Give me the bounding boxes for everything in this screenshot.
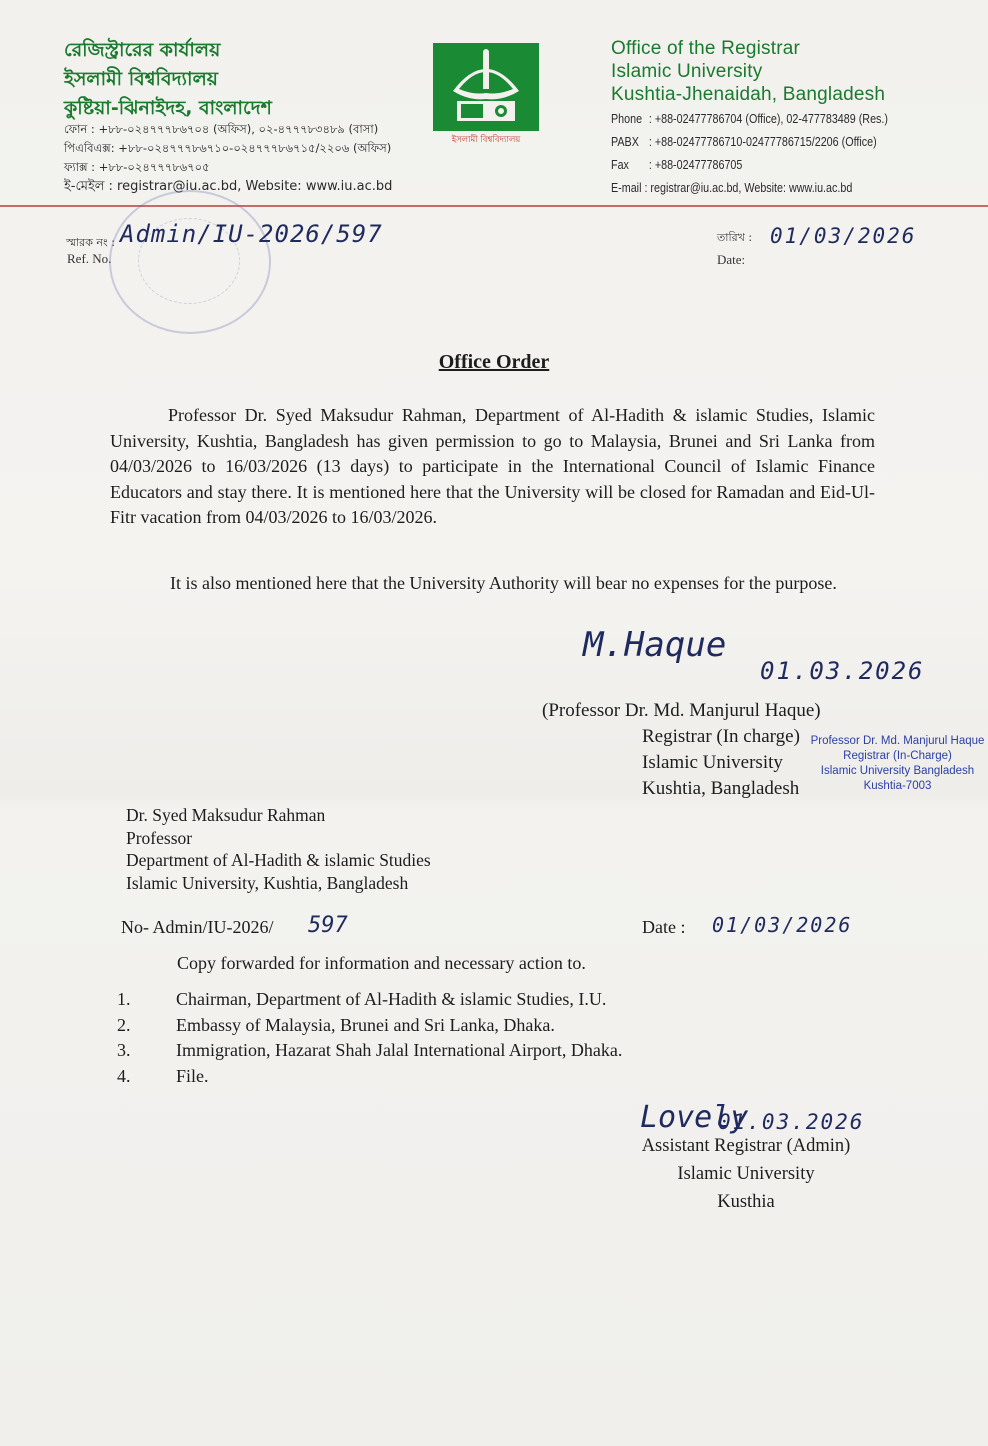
recipient-line: Professor bbox=[126, 827, 193, 848]
copy-ref-label: No- Admin/IU-2026/ bbox=[121, 917, 274, 937]
registrar-seal bbox=[810, 734, 985, 794]
en-fax: : +88-02477786705 bbox=[648, 158, 743, 172]
bn-location: কুষ্টিয়া-ঝিনাইদহ, বাংলাদেশ bbox=[64, 97, 272, 119]
en-pabx-label: PABX bbox=[611, 135, 639, 149]
seal-line: Professor Dr. Md. Manjurul Haque bbox=[810, 735, 985, 747]
registrar-org: Islamic University bbox=[642, 752, 783, 773]
en-contact-block bbox=[611, 108, 888, 200]
en-office-title: Office of the Registrar bbox=[611, 38, 801, 59]
letterhead-bangla bbox=[64, 36, 272, 123]
list-item bbox=[117, 987, 622, 1013]
copy-ref-number: 597 bbox=[308, 913, 348, 938]
recipient-line: Department of Al-Hadith & islamic Studies bbox=[126, 850, 431, 870]
list-text: Immigration, Hazarat Shah Jalal International Airport, Dhaka. bbox=[176, 1040, 623, 1060]
list-text: File. bbox=[176, 1065, 209, 1086]
en-phone-row bbox=[611, 108, 888, 131]
en-fax-label: Fax bbox=[611, 158, 629, 172]
assistant-org: Islamic University bbox=[677, 1164, 815, 1184]
recipient-line: Islamic University, Kushtia, Bangladesh bbox=[126, 872, 409, 893]
assistant-designation: Assistant Registrar (Admin) bbox=[641, 1136, 851, 1156]
document-title bbox=[0, 351, 988, 374]
bn-fax: ফ্যাক্স : +৮৮-০২৪৭৭৭৮৬৭০৫ bbox=[64, 160, 210, 174]
en-phone: : +88-02477786704 (Office), 02-477783489 (Res.) bbox=[648, 112, 889, 126]
en-fax-row bbox=[611, 154, 888, 177]
list-number: 2. bbox=[117, 1014, 131, 1035]
registrar-block bbox=[542, 698, 821, 802]
list-item bbox=[117, 1013, 622, 1039]
list-text: Embassy of Malaysia, Brunei and Sri Lanka, Dhaka. bbox=[176, 1014, 555, 1035]
ref-label-bn: স্মারক নং : bbox=[66, 236, 115, 249]
bn-office-title: রেজিস্ট্রারের কার্যালয় bbox=[64, 39, 221, 61]
recipient-address bbox=[126, 804, 431, 894]
assistant-signature: Lovely bbox=[640, 1100, 749, 1135]
bn-university-name: ইসলামী বিশ্ববিদ্যালয় bbox=[64, 68, 218, 90]
title-text: Office Order bbox=[438, 351, 550, 373]
registrar-name: (Professor Dr. Md. Manjurul Haque) bbox=[542, 700, 821, 721]
logo-caption: ইসলামী বিশ্ববিদ্যালয় bbox=[451, 135, 521, 145]
copy-date-value: 01/03/2026 bbox=[712, 913, 853, 937]
list-text: Chairman, Department of Al-Hadith & islamic Studies, I.U. bbox=[176, 989, 607, 1009]
list-number: 1. bbox=[117, 989, 131, 1009]
registrar-place: Kushtia, Bangladesh bbox=[642, 778, 800, 799]
seal-line: Registrar (In-Charge) bbox=[843, 750, 952, 762]
date-label-bn: তারিখ : bbox=[717, 231, 753, 244]
recipient-line: Dr. Syed Maksudur Rahman bbox=[126, 805, 326, 825]
university-logo bbox=[433, 43, 539, 131]
bn-pabx: পিএবিএক্স: +৮৮-০২৪৭৭৭৮৬৭১০-০২৪৭৭৭৮৬৭১৫/২২০৬ (অফিস) bbox=[64, 141, 392, 155]
copy-list bbox=[117, 987, 622, 1089]
registrar-signature: M.Haque bbox=[583, 625, 727, 665]
registrar-signature-date: 01.03.2026 bbox=[760, 657, 925, 685]
assistant-place: Kusthia bbox=[717, 1192, 775, 1212]
bn-contact-block bbox=[64, 120, 392, 196]
seal-line: Kushtia-7003 bbox=[863, 780, 932, 792]
en-university-name: Islamic University bbox=[611, 61, 763, 82]
copy-date-label: Date : bbox=[642, 917, 686, 937]
en-location: Kushtia-Jhenaidah, Bangladesh bbox=[611, 84, 886, 105]
assistant-signature-date: 01.03.2026 bbox=[718, 1110, 865, 1134]
bn-email: ই-মেইল : registrar@iu.ac.bd, Website: www.iu.ac.bd bbox=[64, 179, 393, 194]
list-item bbox=[117, 1064, 622, 1090]
date-label-en: Date: bbox=[717, 252, 746, 267]
seal-line: Islamic University Bangladesh bbox=[820, 765, 975, 777]
ref-label-en: Ref. No. bbox=[67, 251, 112, 266]
date-value: 01/03/2026 bbox=[770, 224, 917, 248]
logo-emblem-icon bbox=[433, 43, 539, 131]
body-paragraph-2: It is also mentioned here that the University Authority will bear no expenses for the purpose. bbox=[170, 573, 837, 593]
en-email: E-mail : registrar@iu.ac.bd, Website: www.iu.ac.bd bbox=[611, 181, 853, 195]
en-pabx-row bbox=[611, 131, 888, 154]
registrar-designation: Registrar (In charge) bbox=[642, 726, 800, 747]
bn-phone: ফোন : +৮৮-০২৪৭৭৭৮৬৭০৪ (অফিস), ০২-৪৭৭৭৮৩৪৮৯ (বাসা) bbox=[64, 122, 379, 136]
list-number: 4. bbox=[117, 1065, 131, 1086]
copy-intro: Copy forwarded for information and necessary action to. bbox=[177, 953, 586, 973]
assistant-block bbox=[620, 1132, 872, 1216]
body-paragraph-1: Professor Dr. Syed Maksudur Rahman, Department of Al-Hadith & islamic Studies, Islamic University, Kushtia, Bangladesh has given permission to go to Malaysia, Brunei and Sri Lanka from 04/03/2026 to 16/03/2026 (13 days) to participate in the International Council of Islamic Finance Educators and stay there. It is mentioned here that the University will be closed for Ramadan and Eid-Ul-Fitr vacation from 04/03/2026 to 16/03/2026. bbox=[110, 405, 875, 527]
list-item bbox=[117, 1038, 622, 1064]
en-phone-label: Phone bbox=[611, 112, 643, 126]
ref-number: Admin/IU-2026/597 bbox=[120, 220, 383, 248]
letterhead-english bbox=[611, 37, 885, 106]
list-number: 3. bbox=[117, 1040, 131, 1060]
en-pabx: : +88-02477786710-02477786715/2206 (Office) bbox=[648, 135, 877, 149]
